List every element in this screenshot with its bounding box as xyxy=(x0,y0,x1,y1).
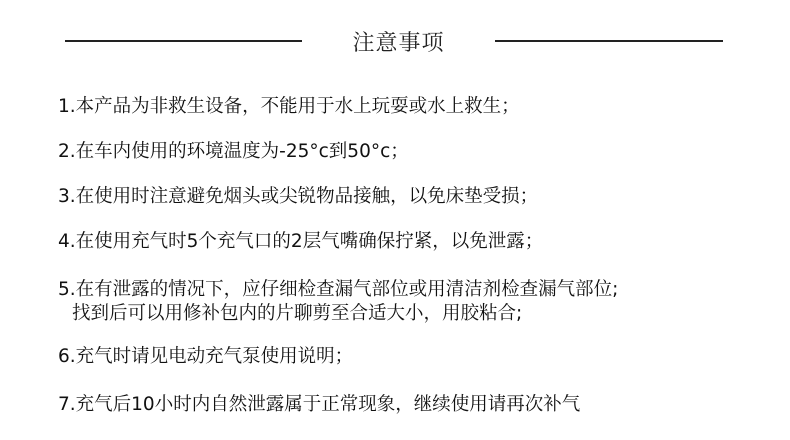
item-text-continuation: 找到后可以用修补包内的片聊剪至合适大小，用胶粘合; xyxy=(72,303,523,324)
item-text: 在有泄露的情况下，应仔细检查漏气部位或用清洁剂检查漏气部位; xyxy=(75,279,619,300)
item-number: 7. xyxy=(58,394,76,415)
list-item xyxy=(58,95,520,119)
header-rule-left xyxy=(65,40,302,42)
section-header xyxy=(0,24,790,58)
list-item xyxy=(58,185,538,209)
item-text: 充气时请见电动充气泵使用说明； xyxy=(75,346,354,367)
list-item xyxy=(58,230,543,254)
item-number: 5. xyxy=(58,279,76,300)
list-item xyxy=(58,140,409,164)
item-text: 在使用充气时5个充气口的2层气嘴确保拧紧，以免泄露； xyxy=(75,231,544,252)
page-title: 注意事项 xyxy=(352,31,445,56)
item-text: 在车内使用的环境温度为-25°c到50°c； xyxy=(75,141,409,162)
list-item xyxy=(58,278,618,326)
list-item xyxy=(58,393,580,417)
item-number: 3. xyxy=(58,186,76,207)
header-rule-right xyxy=(495,40,723,42)
item-text: 在使用时注意避免烟头或尖锐物品接触，以免床垫受损； xyxy=(75,186,539,207)
item-number: 6. xyxy=(58,346,76,367)
item-number: 4. xyxy=(58,231,76,252)
item-number: 1. xyxy=(58,96,76,117)
item-number: 2. xyxy=(58,141,76,162)
list-item xyxy=(58,345,353,369)
item-text: 充气后10小时内自然泄露属于正常现象，继续使用请再次补气 xyxy=(75,394,581,415)
item-text: 本产品为非救生设备，不能用于水上玩耍或水上救生； xyxy=(75,96,520,117)
